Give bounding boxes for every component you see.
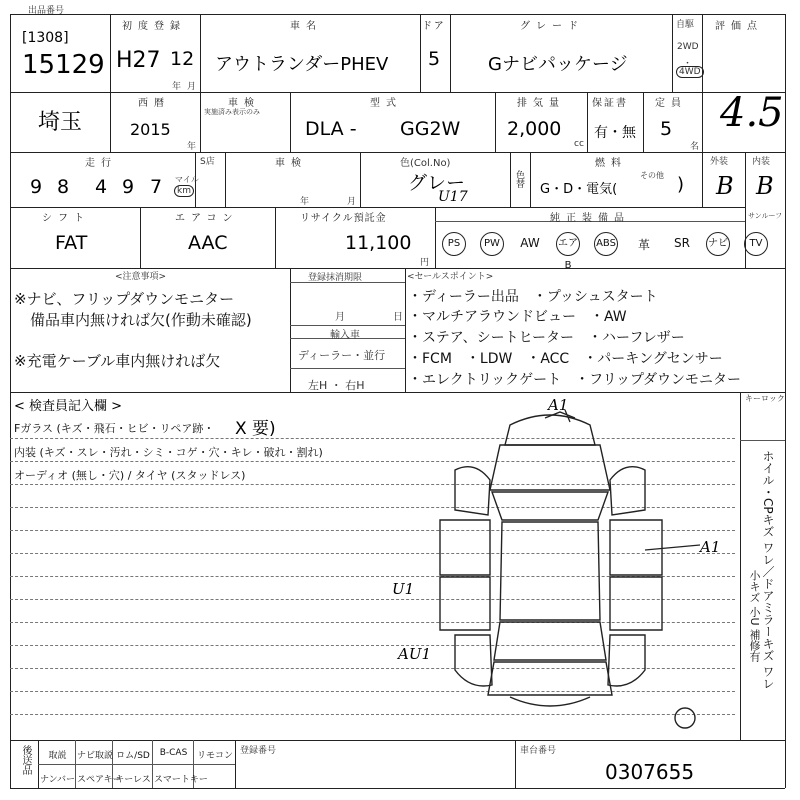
equipment-item: ナビ — [706, 232, 730, 256]
inspection-line: Fガラス (キズ・飛石・ヒビ・リペア跡・ — [14, 422, 215, 435]
mileage-digit: 8 — [57, 176, 70, 198]
left-rear-fender — [455, 635, 492, 686]
right-front-door — [610, 520, 662, 575]
col-divider — [405, 268, 406, 392]
equipment-item: AW — [520, 236, 540, 250]
left-front-fender — [455, 467, 490, 515]
type-prefix: DLA - — [305, 118, 357, 140]
row-divider — [10, 740, 785, 741]
col-divider — [200, 14, 201, 92]
first-reg-label: 初度登録 — [122, 21, 186, 32]
col-divider — [530, 152, 531, 207]
ac-label: エアコン — [175, 213, 239, 224]
col-divider — [672, 14, 673, 92]
lot-number: 15129 — [22, 50, 105, 80]
rear-bumper — [510, 697, 590, 706]
inspection-line: オーディオ (無し・穴) / タイヤ (スタッドレス) — [14, 469, 246, 482]
car-diagram — [400, 400, 700, 740]
back-item: ナビ取説 — [77, 751, 114, 761]
area-value: 埼玉 — [38, 110, 83, 135]
equipment-item: ABS — [594, 232, 618, 256]
col-divider — [495, 92, 496, 152]
col-divider — [360, 152, 361, 207]
col-divider — [740, 392, 741, 740]
note-line: 備品車内無ければ欠(作動未確認) — [30, 311, 252, 329]
col-divider — [225, 152, 226, 207]
note-line: ※充電ケーブル車内無ければ欠 — [14, 352, 221, 370]
col-divider — [200, 92, 201, 152]
mileage-digit: 9 — [30, 176, 43, 198]
col-divider — [290, 92, 291, 152]
col-divider — [152, 740, 153, 788]
mileage-digit: 9 — [122, 176, 135, 198]
back-item: スペアキー — [77, 775, 122, 785]
col-divider — [702, 152, 703, 207]
inspection-label: 車検 — [228, 98, 260, 109]
sales-point: ・マルチアラウンドビュー ・AW — [408, 309, 627, 325]
right-front-fender — [610, 467, 645, 515]
keylock-label: キーロック — [745, 394, 785, 403]
fuel-close: ) — [677, 174, 685, 195]
windshield — [492, 492, 608, 520]
s-store-label: S店 — [200, 157, 215, 167]
recycle-value: 11,100 — [345, 232, 412, 254]
rear-window — [494, 622, 606, 660]
chassis-label: 車台番号 — [520, 746, 557, 756]
color-label: 色(Col.No) — [400, 158, 451, 169]
glass-mark: X 要) — [235, 419, 276, 439]
doors-label: ドア — [422, 21, 446, 32]
warranty-label: 保証書 — [592, 98, 628, 109]
row-divider — [10, 392, 785, 393]
inspection-line: 内装 (キズ・スレ・汚れ・シミ・コゲ・穴・キレ・破れ・割れ) — [14, 446, 323, 459]
row-divider — [10, 207, 745, 208]
grade-value: Gナビパッケージ — [488, 54, 628, 75]
import-label: 輸入車 — [330, 330, 360, 341]
fuel-label: 燃料 — [595, 158, 627, 169]
sub-divider — [290, 368, 405, 369]
border-bottom — [10, 788, 785, 789]
type-label: 型式 — [370, 98, 402, 109]
back-item: B-CAS — [159, 748, 188, 758]
damage-mark: U1 — [392, 580, 415, 598]
equipment-item: TV — [744, 232, 768, 256]
border-top — [10, 14, 785, 15]
col-divider — [587, 92, 588, 152]
equipment-item: 革 — [637, 238, 650, 252]
auction-sheet: 出品番号 [1308] 15129 初度登録 H27 12 年 月 車名 アウトランダーPHEV ドア 5 グレード Gナビパッケージ 自駆 2WD ・ 4WD 評価点 4.5 埼玉 西暦 2015 年 車検 実施済み表示のみ 型式 DLA - GG2W 排気量 2,000 cc 保証書 有・無 定員 5 名 走行 9 8 4 9 7 マイル km S店 車検 年 月 色(Col.No) グレー U17 色替 燃料 G・D・電気( その他 ) 外装 B 内装 B シフト FAT エアコン AAC リサイクル預託金 11,100 円 純正装備品 サンルーフ PS PW AW エアB ABS 革 SR ナビ TV <注意事項> ※ナビ、フリップダウンモニター 備品車内無ければ欠(作動未確認) ※充電ケーブル車内無ければ欠 登録抹消期限 月 日 輸入車 ディーラー・並行 左H ・ 右H <セールスポイント> ・ディーラー出品 ・プッシュスタート ・マルチアラウンドビュー ・AW ・ステア、シートヒーター ・ハーフレザー ・FCM ・LDW ・ACC ・パーキングセンサー ・エレクトリックゲート ・フリップダウンモニター < 検査員記入欄 > Fガラス (キズ・飛石・ヒビ・リペア跡・ X 要) 内装 (キズ・スレ・汚れ・シミ・コゲ・穴・キレ・破れ・割れ) オーディオ (無し・穴) / タイヤ (スタッドレス) キーロック ホイル・CPキズ ワレ／ドアミラーキズ ワレ 小キズ 小U 補修有 A1 A1 U1 AU1 後送品 取説 ナビ取説 ロム/SD B-CAS リモコン ナンバー スペアキー キーレス スマートキー 登録番号 車台番号 0307655 — [0, 0, 800, 800]
left-rear-door — [440, 577, 490, 630]
mileage-unit-mile: マイル — [175, 175, 199, 184]
dealer-label: ディーラー・並行 — [298, 349, 386, 362]
interior-label: 内装 — [752, 157, 771, 167]
equipment-item: SR — [674, 236, 690, 250]
reg-no-label: 登録番号 — [240, 746, 277, 756]
side-note-small: 小キズ 小U 補修有 — [748, 570, 761, 663]
sunroof-label: サンルーフ — [748, 212, 783, 220]
exterior-value: B — [716, 172, 734, 200]
col-divider — [420, 14, 421, 92]
capacity-unit: 名 — [690, 142, 700, 152]
type-value: GG2W — [400, 118, 461, 140]
fuel-value: G・D・電気( — [540, 182, 618, 197]
row-divider — [10, 92, 785, 93]
model-label: 車名 — [290, 21, 322, 32]
sales-point: ・FCM ・LDW ・ACC ・パーキングセンサー — [408, 351, 723, 367]
col-divider — [643, 92, 644, 152]
sales-point: ・エレクトリックゲート ・フリップダウンモニター — [408, 372, 742, 388]
col-divider — [435, 207, 436, 268]
warranty-value: 有・無 — [594, 125, 636, 141]
equipment-item: PS — [442, 232, 466, 256]
col-divider — [140, 207, 141, 268]
back-item: ナンバー — [40, 775, 75, 785]
drive-4wd: 4WD — [676, 66, 704, 78]
interior-value: B — [756, 172, 774, 200]
capacity-label: 定員 — [655, 98, 687, 109]
mileage-label: 走行 — [85, 158, 117, 169]
hood — [490, 445, 610, 490]
grade-label: グレード — [520, 21, 584, 32]
color-code: U17 — [438, 189, 468, 205]
exterior-label: 外装 — [710, 157, 729, 167]
recycle-label: リサイクル預託金 — [300, 213, 387, 224]
back-item: リモコン — [196, 751, 233, 761]
shift-label: シフト — [42, 213, 90, 224]
back-label: 後送品 — [20, 745, 31, 775]
col-divider — [235, 740, 236, 788]
fuel-other: その他 — [640, 171, 664, 180]
mileage-digit: 4 — [95, 176, 108, 198]
equipment-item: PW — [480, 232, 504, 256]
col-divider — [275, 207, 276, 268]
handle-label: 左H ・ 右H — [308, 379, 365, 392]
recycle-unit: 円 — [420, 258, 430, 268]
year-label: 西暦 — [138, 98, 170, 109]
border-right — [785, 14, 786, 788]
shift-value: FAT — [55, 232, 88, 254]
row-divider — [10, 152, 785, 153]
drive-label: 自駆 — [676, 20, 695, 30]
side-note: ホイル・CPキズ ワレ／ドアミラーキズ ワレ — [761, 450, 775, 690]
damage-mark: A1 — [700, 538, 721, 556]
capacity-value: 5 — [660, 118, 673, 140]
sales-point: ・ディーラー出品 ・プッシュスタート — [408, 289, 658, 305]
mileage-digit: 7 — [150, 176, 163, 198]
damage-mark: A1 — [548, 396, 569, 414]
note-line: ※ナビ、フリップダウンモニター — [14, 290, 235, 308]
left-front-door — [440, 520, 490, 575]
back-item: キーレス — [115, 775, 151, 785]
back-item: スマートキー — [154, 775, 208, 785]
col-divider — [75, 740, 76, 788]
right-rear-door — [610, 577, 662, 630]
notes-label: <注意事項> — [115, 272, 167, 282]
score-label: 評価点 — [715, 21, 763, 32]
right-rear-fender — [608, 635, 645, 686]
recolor-label: 色替 — [514, 170, 524, 188]
reg-deadline-label: 登録抹消期限 — [308, 273, 363, 283]
equip-label: 純正装備品 — [550, 213, 630, 224]
cc-value: 2,000 — [507, 118, 562, 140]
damage-mark: AU1 — [398, 645, 432, 663]
year-unit-2: 年 — [187, 142, 197, 152]
spare-wheel — [675, 708, 695, 728]
sales-label: <セールスポイント> — [407, 272, 494, 282]
month-unit: 月 — [187, 82, 197, 92]
border-left — [10, 14, 11, 788]
sales-point: ・ステア、シートヒーター ・ハーフレザー — [408, 330, 685, 346]
col-divider — [450, 14, 451, 92]
col-divider — [702, 14, 703, 152]
deadline-month-unit: 月 — [335, 312, 345, 323]
mileage-unit-km: km — [174, 185, 194, 197]
first-reg-era: H27 — [116, 48, 161, 73]
sub-divider — [740, 440, 785, 441]
year-unit-3: 年 — [300, 197, 310, 207]
col-divider — [745, 152, 746, 207]
cc-unit: cc — [574, 139, 584, 149]
inspection-label-2: 車検 — [275, 158, 307, 169]
col-divider — [515, 740, 516, 788]
col-divider — [510, 152, 511, 207]
col-divider — [290, 268, 291, 392]
chassis-value: 0307655 — [605, 760, 695, 784]
year-unit: 年 — [172, 82, 182, 92]
col-divider — [110, 14, 111, 152]
model-value: アウトランダーPHEV — [215, 54, 389, 75]
ac-value: AAC — [188, 232, 228, 254]
lot-sub: [1308] — [22, 30, 69, 46]
cc-label: 排気量 — [517, 98, 565, 109]
drive-2wd: 2WD — [677, 42, 699, 52]
month-unit-3: 月 — [347, 197, 357, 207]
doors-value: 5 — [428, 48, 441, 70]
lot-label: 出品番号 — [28, 6, 65, 16]
color-value: グレー — [408, 172, 466, 194]
back-item: 取説 — [48, 751, 67, 761]
deadline-day-unit: 日 — [393, 312, 403, 323]
score-value: 4.5 — [720, 90, 784, 136]
inspection-title: < 検査員記入欄 > — [14, 399, 123, 414]
rear-gate — [488, 662, 612, 695]
equipment-item: エアB — [556, 232, 580, 256]
year-value: 2015 — [130, 120, 171, 139]
back-item: ロム/SD — [116, 751, 150, 761]
inspection-note: 実施済み表示のみ — [204, 108, 260, 116]
sub-divider — [38, 764, 235, 765]
roof — [500, 522, 600, 620]
front-bumper — [505, 415, 595, 445]
first-reg-month: 12 — [170, 48, 195, 70]
